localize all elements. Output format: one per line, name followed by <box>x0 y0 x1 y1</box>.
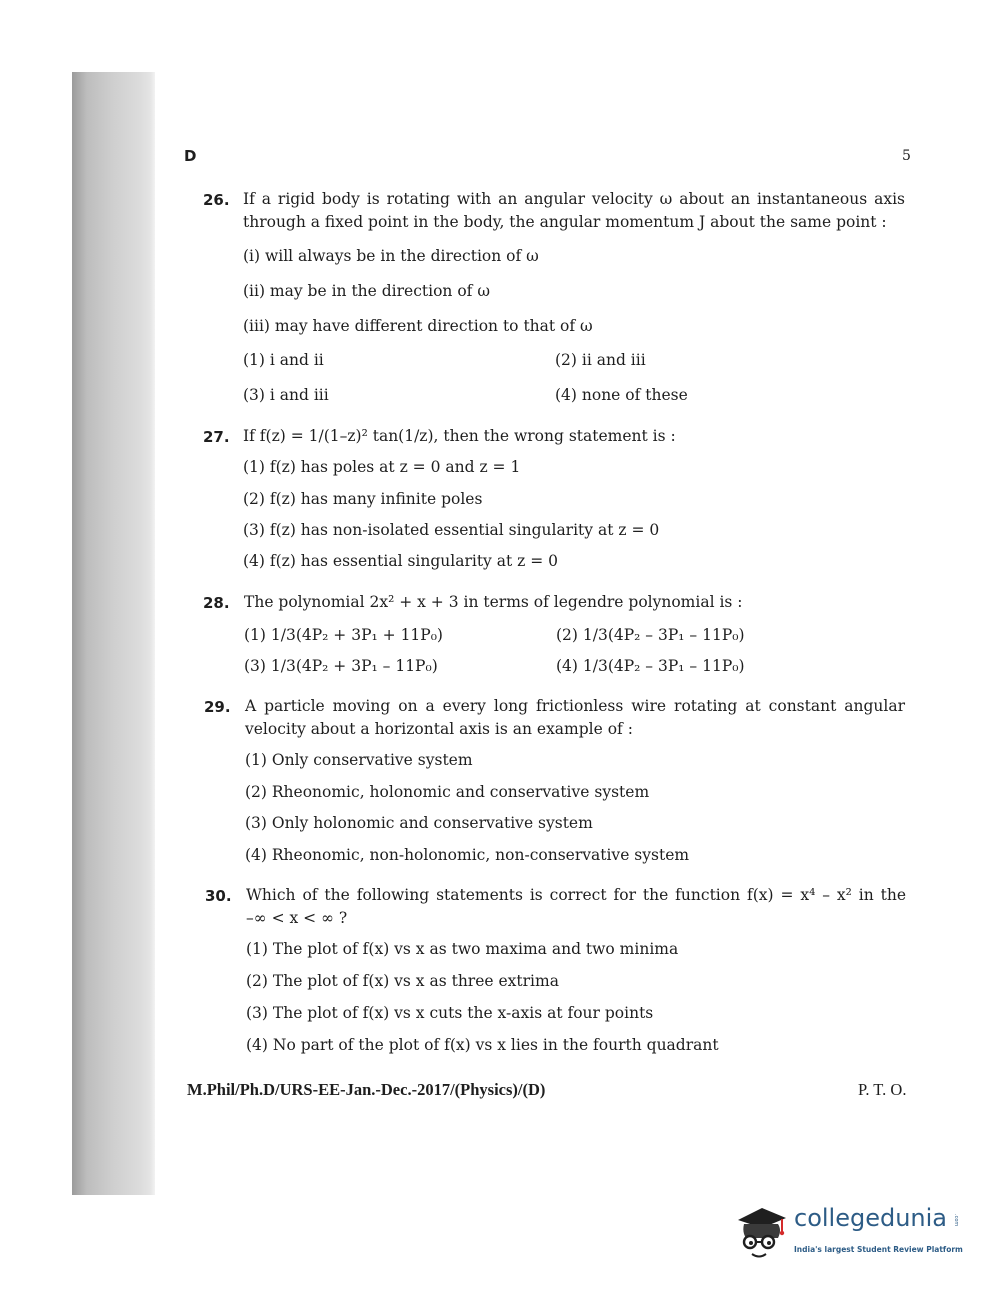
brand-name: collegedunia <box>794 1204 948 1232</box>
question-26-option-3: (3) i and iii <box>243 386 329 404</box>
student-mascot-icon <box>736 1198 792 1262</box>
question-28-option-3: (3) 1/3(4P₂ + 3P₁ – 11P₀) <box>244 657 438 675</box>
question-30-stem-line-1: Which of the following statements is correct for the function f(x) = x⁴ – x² in the <box>246 886 906 904</box>
question-30-option-3: (3) The plot of f(x) vs x cuts the x-axis at four points <box>246 1004 654 1022</box>
question-27-option-1: (1) f(z) has poles at z = 0 and z = 1 <box>243 458 521 476</box>
question-27-option-4: (4) f(z) has essential singularity at z = 0 <box>243 552 559 570</box>
question-number-30: 30. <box>205 887 232 905</box>
question-26-option-4: (4) none of these <box>555 386 688 404</box>
question-28-stem: The polynomial 2x² + x + 3 in terms of legendre polynomial is : <box>244 593 743 611</box>
question-28-option-4: (4) 1/3(4P₂ – 3P₁ – 11P₀) <box>556 657 745 675</box>
question-27-option-2: (2) f(z) has many infinite poles <box>243 490 483 508</box>
paper-code-footer: M.Phil/Ph.D/URS-EE-Jan.-Dec.-2017/(Physics)/(D) <box>187 1080 546 1099</box>
question-29-option-2: (2) Rheonomic, holonomic and conservative system <box>245 783 650 801</box>
question-number-29: 29. <box>204 698 231 716</box>
question-27-option-3: (3) f(z) has non-isolated essential singularity at z = 0 <box>243 521 660 539</box>
collegedunia-watermark <box>736 1198 966 1262</box>
question-30-option-2: (2) The plot of f(x) vs x as three extrima <box>246 972 559 990</box>
pto-label: P. T. O. <box>858 1080 907 1099</box>
question-26-stem-line-2: through a fixed point in the body, the angular momentum J about the same point : <box>243 213 887 231</box>
page-number: 5 <box>902 148 911 164</box>
question-30-option-4: (4) No part of the plot of f(x) vs x lies in the fourth quadrant <box>246 1036 719 1054</box>
question-29-option-4: (4) Rheonomic, non-holonomic, non-conservative system <box>245 846 690 864</box>
question-28-option-2: (2) 1/3(4P₂ – 3P₁ – 11P₀) <box>556 626 745 644</box>
brand-tagline: India's largest Student Review Platform <box>794 1245 963 1254</box>
question-26-stem-line-1: If a rigid body is rotating with an angular velocity ω about an instantaneous axis <box>243 190 905 208</box>
section-label: D <box>184 147 197 165</box>
question-29-option-1: (1) Only conservative system <box>245 751 473 769</box>
question-28-option-1: (1) 1/3(4P₂ + 3P₁ + 11P₀) <box>244 626 443 644</box>
question-30-stem-line-2: –∞ < x < ∞ ? <box>246 909 348 927</box>
question-26-statement-iii: (iii) may have different direction to that of ω <box>243 317 593 335</box>
question-30-option-1: (1) The plot of f(x) vs x as two maxima and two minima <box>246 940 679 958</box>
scanned-page-edge-shadow <box>72 72 155 1195</box>
question-26-option-2: (2) ii and iii <box>555 351 646 369</box>
question-number-26: 26. <box>203 191 230 209</box>
question-29-option-3: (3) Only holonomic and conservative system <box>245 814 593 832</box>
question-29-stem-line-1: A particle moving on a every long frictionless wire rotating at constant angular <box>245 697 905 715</box>
question-number-28: 28. <box>203 594 230 612</box>
question-29-stem-line-2: velocity about a horizontal axis is an example of : <box>245 720 633 738</box>
question-number-27: 27. <box>203 428 230 446</box>
question-26-option-1: (1) i and ii <box>243 351 324 369</box>
question-27-stem: If f(z) = 1/(1–z)² tan(1/z), then the wrong statement is : <box>243 427 676 445</box>
brand-domain-suffix: .com <box>953 1214 959 1227</box>
question-26-statement-i: (i) will always be in the direction of ω <box>243 247 539 265</box>
question-26-statement-ii: (ii) may be in the direction of ω <box>243 282 490 300</box>
